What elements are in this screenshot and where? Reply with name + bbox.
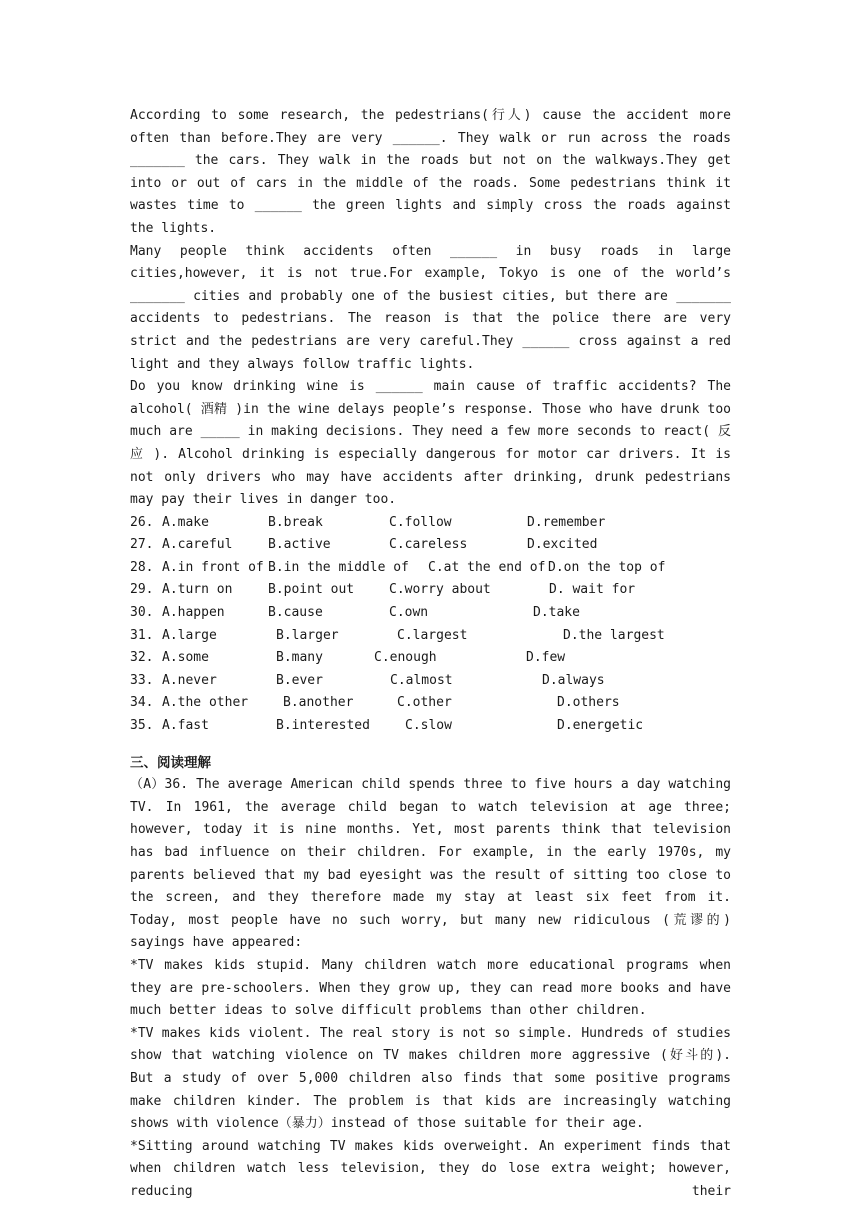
cloze-paragraph-3: Do you know drinking wine is ______ main cause of traffic accidents? The alcohol( 酒精 )in the wine delays people’s response. Those who have drunk too much are _____ in making decisions. They need a few more seconds to react( 反应 ). Alcohol drinking is especially dangerous for motor car drivers. It is not only drivers who may have accidents after drinking, drunk pedestrians may pay their lives in danger too.: [130, 379, 731, 508]
cloze-options: [130, 512, 731, 738]
option-c: C.own: [389, 605, 429, 621]
option-a: A.in front of: [162, 559, 264, 575]
option-a: A.fast: [162, 718, 209, 734]
option-b: B.break: [268, 514, 323, 530]
option-row-29: [130, 579, 731, 602]
question-number: 35.: [130, 718, 154, 734]
option-row-31: [130, 625, 731, 648]
option-d: D.few: [526, 650, 566, 666]
question-number: 26.: [130, 514, 154, 530]
option-d: D.take: [533, 605, 580, 621]
option-row-34: [130, 692, 731, 715]
reading-paragraph-2: *TV makes kids stupid. Many children watch more educational programs when they are pre-schoolers. When they grow up, they can read more books and have much better ideas to solve difficult problems than other children.: [130, 957, 731, 1019]
option-d: D.energetic: [557, 718, 644, 734]
option-d: D.excited: [527, 537, 598, 553]
option-a: A.large: [162, 627, 217, 643]
option-b: B.cause: [268, 605, 323, 621]
option-row-26: [130, 512, 731, 535]
option-d: D.always: [542, 672, 605, 688]
option-row-28: [130, 557, 731, 580]
option-a: A.happen: [162, 605, 225, 621]
option-c: C.worry about: [389, 582, 491, 598]
option-d: D. wait for: [549, 582, 636, 598]
option-b: B.active: [268, 537, 331, 553]
document-content: [130, 105, 731, 1204]
option-c: C.at the end of: [428, 559, 546, 575]
question-number: 31.: [130, 627, 154, 643]
question-number: 29.: [130, 582, 154, 598]
option-row-35: [130, 715, 731, 738]
option-c: C.slow: [405, 718, 452, 734]
option-d: D.the largest: [563, 627, 665, 643]
option-a: A.never: [162, 672, 217, 688]
reading-paragraph-4: *Sitting around watching TV makes kids overweight. An experiment finds that when children watch less television, they do lose extra weight; however, reducing their: [130, 1138, 731, 1199]
cloze-paragraph-2: Many people think accidents often ______ in busy roads in large cities,however, it is not true.For example, Tokyo is one of the world’s _______ cities and probably one of the busiest cities, but there are _______ accidents to pedestrians. The reason is that the police there are very strict and the pedestrians are very careful.They ______ cross against a red light and they always follow traffic lights.: [130, 243, 731, 372]
option-d: D.on the top of: [548, 559, 666, 575]
option-b: B.larger: [276, 627, 339, 643]
option-c: C.almost: [390, 672, 453, 688]
question-number: 28.: [130, 559, 154, 575]
question-number: 30.: [130, 605, 154, 621]
cloze-paragraph-1: According to some research, the pedestrians(行人) cause the accident more often than before.They are very ______. They walk or run across the roads _______ the cars. They walk in the roads but not on the walkways.They get into or out of cars in the middle of the roads. Some pedestrians think it wastes time to ______ the green lights and simply cross the roads against the lights.: [130, 108, 731, 236]
option-row-32: [130, 647, 731, 670]
question-number: 34.: [130, 695, 154, 711]
option-c: C.enough: [374, 650, 437, 666]
question-number: 33.: [130, 672, 154, 688]
option-b: B.another: [283, 695, 354, 711]
option-b: B.many: [276, 650, 323, 666]
option-b: B.in the middle of: [268, 559, 409, 575]
reading-paragraph-1: （A）36. The average American child spends three to five hours a day watching TV. In 1961, the average child began to watch television at age three; however, today it is nine months. Yet, most parents think that television has bad influence on their children. For example, in the early 1970s, my parents believed that my bad eyesight was the result of sitting too close to the screen, and they therefore made my stay at least six feet from it. Today, most people have no such worry, but many new ridiculous (荒谬的) sayings have appeared:: [130, 777, 731, 951]
option-c: C.other: [397, 695, 452, 711]
option-a: A.turn on: [162, 582, 233, 598]
option-b: B.ever: [276, 672, 323, 688]
option-a: A.some: [162, 650, 209, 666]
option-row-33: [130, 670, 731, 693]
option-row-30: [130, 602, 731, 625]
section-title: 三、阅读理解: [130, 754, 211, 771]
option-c: C.follow: [389, 514, 452, 530]
option-a: A.the other: [162, 695, 249, 711]
option-a: A.make: [162, 514, 209, 530]
question-number: 27.: [130, 537, 154, 553]
reading-paragraph-3: *TV makes kids violent. The real story is not so simple. Hundreds of studies show that watching violence on TV makes children more aggressive (好斗的). But a study of over 5,000 children also finds that some positive programs make children kinder. The problem is that kids are increasingly watching shows with violence（暴力）instead of those suitable for their age.: [130, 1025, 731, 1132]
option-c: C.largest: [397, 627, 468, 643]
option-c: C.careless: [389, 537, 468, 553]
option-b: B.point out: [268, 582, 355, 598]
option-b: B.interested: [276, 718, 370, 734]
question-number: 32.: [130, 650, 154, 666]
option-row-27: [130, 534, 731, 557]
option-d: D.remember: [527, 514, 606, 530]
option-d: D.others: [557, 695, 620, 711]
option-a: A.careful: [162, 537, 233, 553]
